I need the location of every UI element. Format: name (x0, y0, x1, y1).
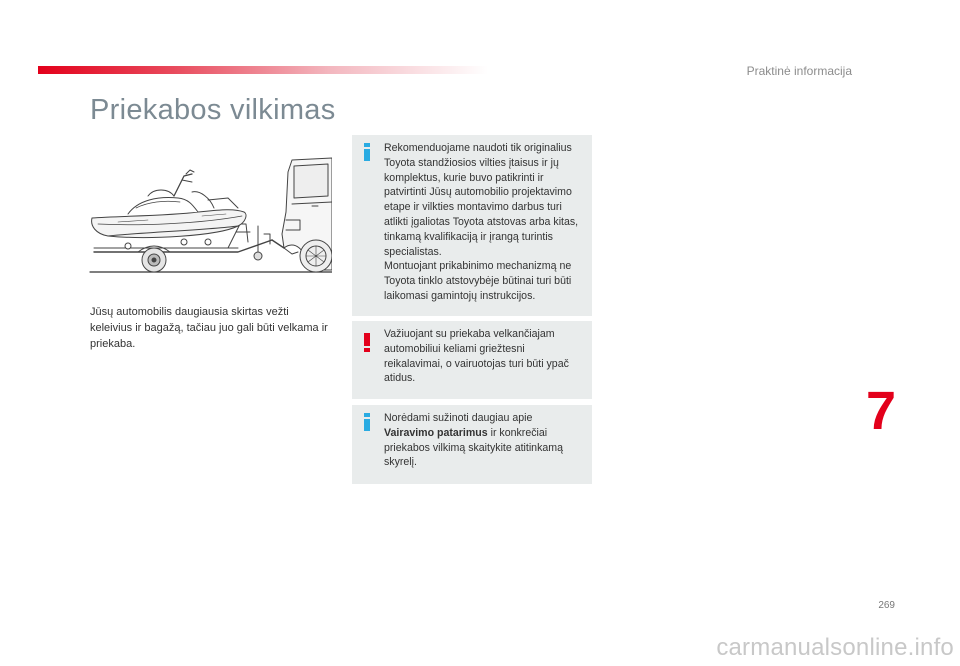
page-number: 269 (878, 600, 895, 611)
info-icon (364, 143, 370, 161)
warning-icon (364, 333, 370, 353)
intro-paragraph: Jūsų automobilis daugiausia skirtas vežti keleivius ir bagažą, tačiau juo gali būti velkama ir priekaba. (90, 306, 328, 350)
note-text: Važiuojant su priekaba velkančiajam automobiliui keliami griežtesni reikalavimai, o vairuotojas turi būti ypač atidus. (384, 328, 569, 385)
watermark: carmanualsonline.info (716, 634, 954, 661)
info-icon (364, 413, 370, 431)
info-note-driving-tips (352, 405, 592, 484)
car-towing-jetski-trailer-illustration (88, 152, 332, 278)
note-text-after: ir konkrečiai priekabos vilkimą skaitykite atitinkamą skyrelį. (384, 426, 563, 469)
note-text-before: Norėdami sužinoti daugiau apie (384, 412, 533, 424)
header-accent-bar (38, 66, 488, 74)
section-title: Praktinė informacija (746, 64, 852, 78)
note-text (384, 411, 582, 470)
warning-note-driving-with-trailer (352, 321, 592, 399)
note-text-continued: Montuojant prikabinimo mechanizmą ne Toyota tinklo atstovybėje būtinai turi būti laikomasi gamintojų instrukcijos. (384, 260, 572, 302)
note-text: Rekomenduojame naudoti tik originalius Toyota standžiosios vilties įtaisus ir jų komplektus, kurie buvo patikrinti ir patvirtinti Jūsų automobilio projektavimo etape ir vilkties montavimo darbus turi atlikti įgaliotas Toyota atstovas arba kitas, tinkamą kvalifikaciją ir įrangą turintis specialistas. (384, 142, 579, 258)
chapter-number: 7 (866, 381, 897, 441)
info-note-genuine-towbar (352, 135, 592, 316)
driving-tips-reference[interactable]: Vairavimo patarimus (384, 426, 488, 439)
page-title: Priekabos vilkimas (90, 94, 336, 126)
